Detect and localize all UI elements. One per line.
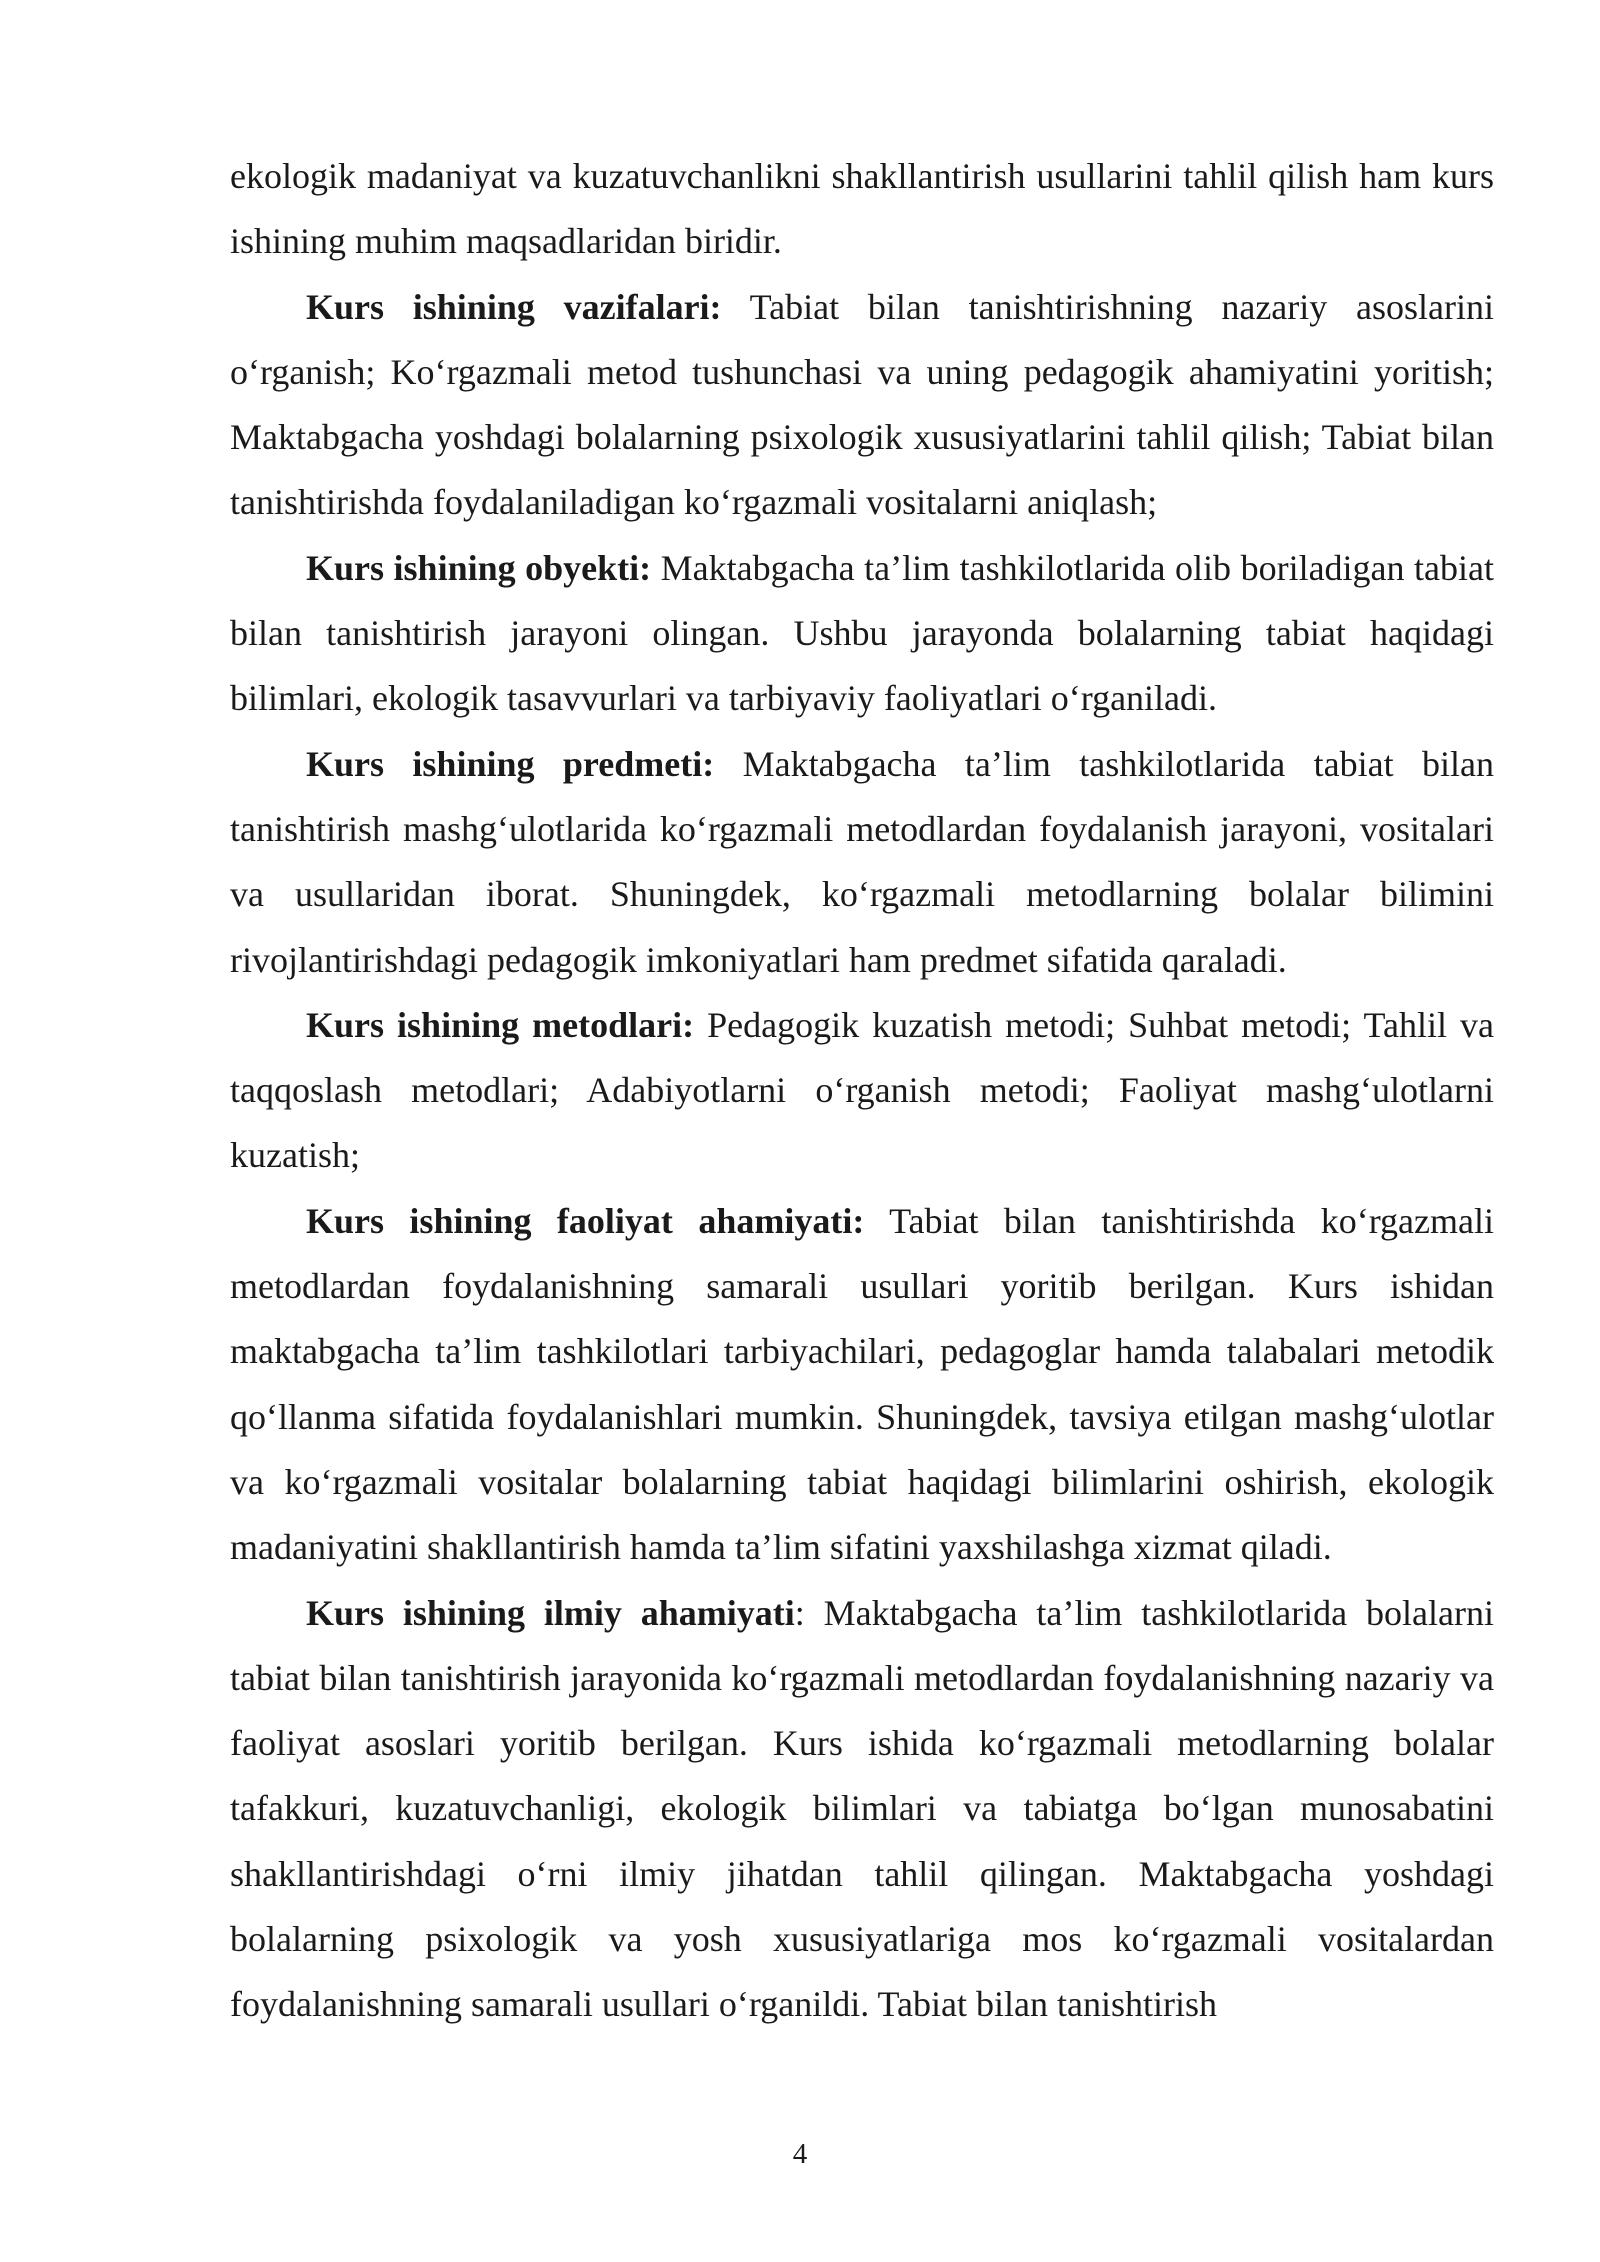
paragraph-heading: Kurs ishining ilmiy ahamiyati <box>306 1592 795 1633</box>
paragraph-subject <box>230 732 1494 993</box>
heading-separator: : <box>794 1592 824 1633</box>
heading-separator <box>864 1201 889 1241</box>
paragraph-heading: Kurs ishining faoliyat ahamiyati: <box>306 1200 865 1241</box>
paragraph-text: Maktabgacha ta’lim tashkilotlarida tabiat bilan tanishtirish mashg‘ulotlarida ko‘rgazmali metodlardan foydalanish jarayoni, vositalari va usullaridan iborat. Shuningdek, ko‘rgazmali metodlarning bolalar bilimini rivojlantirishdagi pedagogik imkoniyatlari ham predmet sifatida qaraladi. <box>230 743 1494 980</box>
body-text <box>230 144 1494 2038</box>
paragraph-intro-continuation <box>230 144 1494 275</box>
paragraph-practical-significance <box>230 1189 1494 1581</box>
paragraph-scientific-significance <box>230 1581 1494 2038</box>
paragraph-tasks <box>230 275 1494 536</box>
heading-separator <box>714 744 742 784</box>
paragraph-heading: Kurs ishining vazifalari: <box>306 286 722 327</box>
heading-separator <box>694 1005 707 1045</box>
paragraph-heading: Kurs ishining predmeti: <box>306 743 715 784</box>
paragraph-methods <box>230 993 1494 1189</box>
paragraph-text: Tabiat bilan tanishtirishning nazariy asoslarini o‘rganish; Ko‘rgazmali metod tushunchasi va uning pedagogik ahamiyatini yoritish; Maktabgacha yoshdagi bolalarning psixologik xususiyatlarini tahlil qilish; Tabiat bilan tanishtirishda foydalaniladigan ko‘rgazmali vositalarni aniqlash; <box>230 286 1494 523</box>
heading-separator <box>651 548 661 588</box>
paragraph-object <box>230 536 1494 732</box>
page-number: 4 <box>792 2138 808 2170</box>
paragraph-text: Pedagogik kuzatish metodi; Suhbat metodi; Tahlil va taqqoslash metodlari; Adabiyotlarni o‘rganish metodi; Faoliyat mashg‘ulotlarni kuzatish; <box>230 1004 1494 1176</box>
paragraph-heading: Kurs ishining obyekti: <box>306 547 652 588</box>
paragraph-heading: Kurs ishining metodlari: <box>306 1004 695 1045</box>
paragraph-text: Tabiat bilan tanishtirishda ko‘rgazmali metodlardan foydalanishning samarali usullari yoritib berilgan. Kurs ishidan maktabgacha ta’lim tashkilotlari tarbiyachilari, pedagoglar hamda talabalari metodik qo‘llanma sifatida foydalanishlari mumkin. Shuningdek, tavsiya etilgan mashg‘ulotlar va ko‘rgazmali vositalar bolalarning tabiat haqidagi bilimlarini oshirish, ekologik madaniyatini shakllantirish hamda ta’lim sifatini yaxshilashga xizmat qiladi. <box>230 1200 1494 1568</box>
paragraph-text: ekologik madaniyat va kuzatuvchanlikni shakllantirish usullarini tahlil qilish ham kurs ishining muhim maqsadlaridan biridir. <box>230 156 1494 262</box>
heading-separator <box>722 287 750 327</box>
paragraph-text: Maktabgacha ta’lim tashkilotlarida bolalarni tabiat bilan tanishtirish jarayonida ko‘rgazmali metodlardan foydalanishning nazariy va faoliyat asoslari yoritib berilgan. Kurs ishida ko‘rgazmali metodlarning bolalar tafakkuri, kuzatuvchanligi, ekologik bilimlari va tabiatga bo‘lgan munosabatini shakllantirishdagi o‘rni ilmiy jihatdan tahlil qilingan. Maktabgacha yoshdagi bolalarning psixologik va yosh xususiyatlariga mos ko‘rgazmali vositalardan foydalanishning samarali usullari o‘rganildi. Tabiat bilan tanishtirish <box>230 1592 1494 2025</box>
paragraph-text: Maktabgacha ta’lim tashkilotlarida olib boriladigan tabiat bilan tanishtirish jarayoni olingan. Ushbu jarayonda bolalarning tabiat haqidagi bilimlari, ekologik tasavvurlari va tarbiyaviy faoliyatlari o‘rganiladi. <box>230 547 1495 719</box>
